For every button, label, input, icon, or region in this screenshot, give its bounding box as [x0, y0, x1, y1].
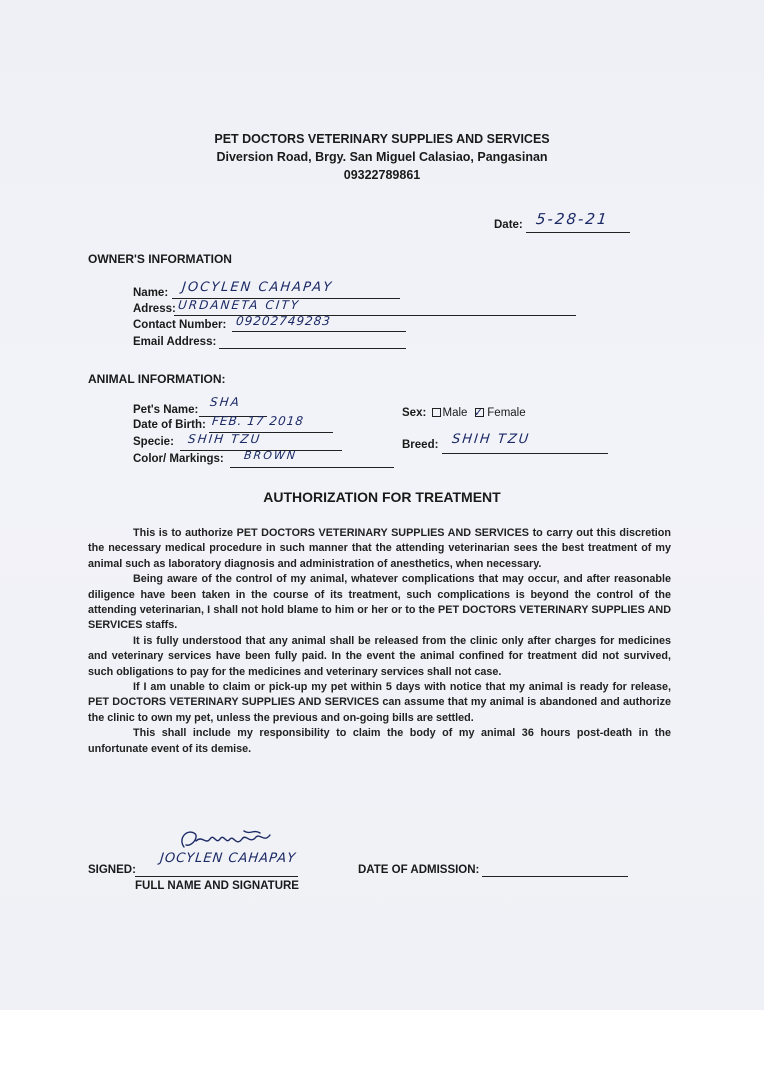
- company-phone: 09322789861: [343, 168, 421, 182]
- authorization-title: AUTHORIZATION FOR TREATMENT: [263, 489, 501, 505]
- color-line: [230, 467, 394, 468]
- company-address: Diversion Road, Brgy. San Miguel Calasiao, Pangasinan: [216, 150, 548, 164]
- animal-section-title: ANIMAL INFORMATION:: [88, 372, 226, 386]
- owner-email-label: Email Address:: [133, 336, 217, 348]
- sex-male-checkbox[interactable]: [432, 408, 441, 417]
- sex-female-checkbox[interactable]: [475, 408, 484, 417]
- date-line: [526, 232, 630, 233]
- color-value[interactable]: BROWN: [243, 449, 298, 462]
- specie-value[interactable]: SHIH TZU: [187, 432, 263, 446]
- signed-name-value[interactable]: JOCYLEN CAHAPAY: [159, 851, 297, 866]
- specie-label: Specie:: [133, 436, 174, 448]
- owner-contact-label: Contact Number:: [133, 319, 227, 331]
- authorization-body: [88, 526, 671, 757]
- letterhead: [0, 130, 764, 184]
- authorization-paragraph: This is to authorize PET DOCTORS VETERINARY SUPPLIES AND SERVICES to carry out this discretion the necessary medical procedure in such manner that the attending veterinarian sees the best treatment of my animal such as laboratory diagnosis and administration of anesthetics, when necessary.: [88, 527, 671, 570]
- owner-contact-line: [232, 331, 406, 332]
- owner-name-value[interactable]: JOCYLEN CAHAPAY: [181, 280, 334, 295]
- date-value[interactable]: 5-28-21: [535, 210, 610, 228]
- dob-label: Date of Birth:: [133, 419, 206, 431]
- owner-contact-value[interactable]: 09202749283: [235, 314, 332, 328]
- sex-female-checkmark-icon[interactable]: ✓: [473, 407, 484, 419]
- date-label: Date:: [494, 219, 523, 231]
- admission-line: [482, 876, 628, 877]
- breed-value[interactable]: SHIH TZU: [451, 432, 531, 447]
- signature-caption: FULL NAME AND SIGNATURE: [135, 880, 299, 892]
- owner-email-line: [219, 348, 406, 349]
- authorization-paragraph: If I am unable to claim or pick-up my pet within 5 days with notice that my animal is ready for release, PET DOCTORS VETERINARY SUPPLIES AND SERVICES can assume that my animal is abandoned and authorize the clinic to own my pet, unless the previous and on-going bills are settled.: [88, 681, 671, 724]
- owner-address-label: Adress:: [133, 303, 176, 315]
- sex-male-option: Male: [442, 407, 468, 419]
- owner-section-title: OWNER'S INFORMATION: [88, 252, 232, 266]
- authorization-paragraph: It is fully understood that any animal shall be released from the clinic only after charges for medicines and veterinary services have been fully paid. In the event the animal confined for treatment did not survived, such obligations to pay for the medicines and veterinary services shall not case.: [88, 634, 671, 678]
- sex-field: [402, 405, 526, 419]
- breed-line: [442, 453, 608, 454]
- pet-name-label: Pet's Name:: [133, 404, 199, 416]
- owner-name-label: Name:: [133, 287, 169, 299]
- breed-label: Breed:: [402, 439, 439, 451]
- signed-line: [135, 876, 298, 877]
- pet-name-value[interactable]: SHA: [209, 395, 242, 409]
- authorization-paragraph: This shall include my responsibility to claim the body of my animal 36 hours post-death in the unfortunate event of its demise.: [88, 727, 671, 755]
- dob-value[interactable]: FEB. 17 2018: [211, 414, 305, 428]
- owner-address-line: [174, 315, 576, 316]
- sex-label: Sex:: [402, 407, 427, 419]
- signed-label: SIGNED:: [88, 864, 136, 876]
- color-label: Color/ Markings:: [133, 453, 224, 465]
- owner-address-value[interactable]: URDANETA CITY: [177, 298, 301, 312]
- sex-female-option: Female: [487, 407, 526, 419]
- authorization-paragraph: Being aware of the control of my animal, whatever complications that may occur, and after reasonable diligence have been taken in the course of its treatment, such complications is beyond the control of the attending veterinarian, I shall not hold blame to him or her or to the PET DOCTORS VETERINARY SUPPLIES AND SERVICES staffs.: [88, 573, 671, 632]
- company-name: PET DOCTORS VETERINARY SUPPLIES AND SERVICES: [214, 132, 550, 146]
- admission-label: DATE OF ADMISSION:: [358, 864, 480, 876]
